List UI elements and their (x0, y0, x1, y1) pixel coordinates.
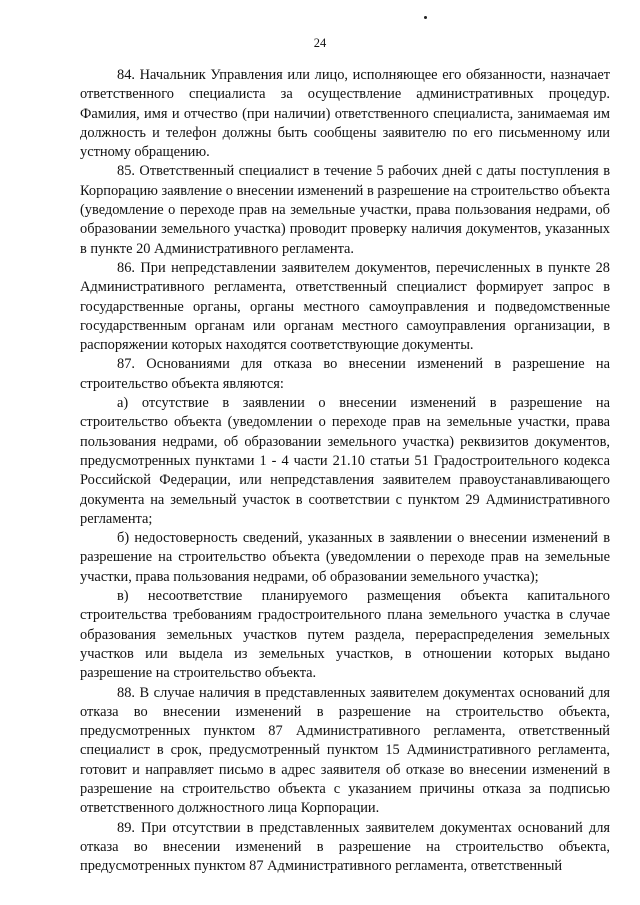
document-body (80, 66, 610, 876)
paragraph-85: 85. Ответственный специалист в течение 5 рабочих дней с даты поступления в Корпорацию заявление о внесении изменений в разрешение на строительство объекта (уведомление о переходе прав на земельные участки, права пользования недрами, об образовании земельного участка) проводит проверку наличия документов, указанных в пункте 20 Административного регламента. (80, 163, 610, 257)
paragraph-88: 88. В случае наличия в представленных заявителем документах оснований для отказа во внесении изменений в разрешение на строительство объекта, предусмотренных пунктом 87 Административного регламента, ответственный специалист в срок, предусмотренный пунктом 15 Административного регламента, готовит и направляет письмо в адрес заявителя об отказе во внесении изменений в разрешение на строительство объекта с указанием причины отказа за подписью ответственного должностного лица Корпорации. (80, 684, 610, 817)
scan-dot (424, 16, 427, 19)
paragraph-89: 89. При отсутствии в представленных заявителем документах оснований для отказа во внесении изменений в разрешение на строительство объекта, предусмотренных пунктом 87 Административного регламента, ответственный (80, 819, 610, 875)
paragraph-87: 87. Основаниями для отказа во внесении изменений в разрешение на строительство объекта являются: (80, 356, 610, 392)
paragraph-84: 84. Начальник Управления или лицо, исполняющее его обязанности, назначает ответственного специалиста за осуществление административных процедур. Фамилия, имя и отчество (при наличии) ответственного специалиста, занимаемая им должность и телефон должны быть сообщены заявителю по его письменному или устному обращению. (80, 67, 610, 161)
paragraph-86: 86. При непредставлении заявителем документов, перечисленных в пункте 28 Административного регламента, ответственный специалист формирует запрос в государственные органы, органы местного самоуправления и подведомственные государственным органам или органам местного самоуправления организации, в распоряжении которых находятся соответствующие документы. (80, 259, 610, 354)
paragraph-87-b: б) недостоверность сведений, указанных в заявлении о внесении изменений в разрешение на строительство объекта (уведомлении о переходе прав на земельные участки, права пользования недрами, об образовании земельного участка); (80, 530, 610, 585)
paragraph-87-v: в) несоответствие планируемого размещения объекта капитального строительства требованиям градостроительного плана земельного участка в случае образования земельных участков путем раздела, перераспределения земельных участков или выдела из земельных участков, в отношении которых выдано разрешение на строительство объекта. (80, 588, 610, 682)
page-number: 24 (313, 36, 327, 50)
paragraph-87-a: а) отсутствие в заявлении о внесении изменений в разрешение на строительство объекта (уведомлении о переходе прав на земельные участки, права пользования недрами, об образовании земельного участка) реквизитов документов, предусмотренных пунктами 1 - 4 части 21.10 статьи 51 Градостроительного кодекса Российской Федерации, или непредставления заявителем правоустанавливающего документа на земельный участок в соответствии с пунктом 29 Административного регламента; (80, 395, 610, 527)
